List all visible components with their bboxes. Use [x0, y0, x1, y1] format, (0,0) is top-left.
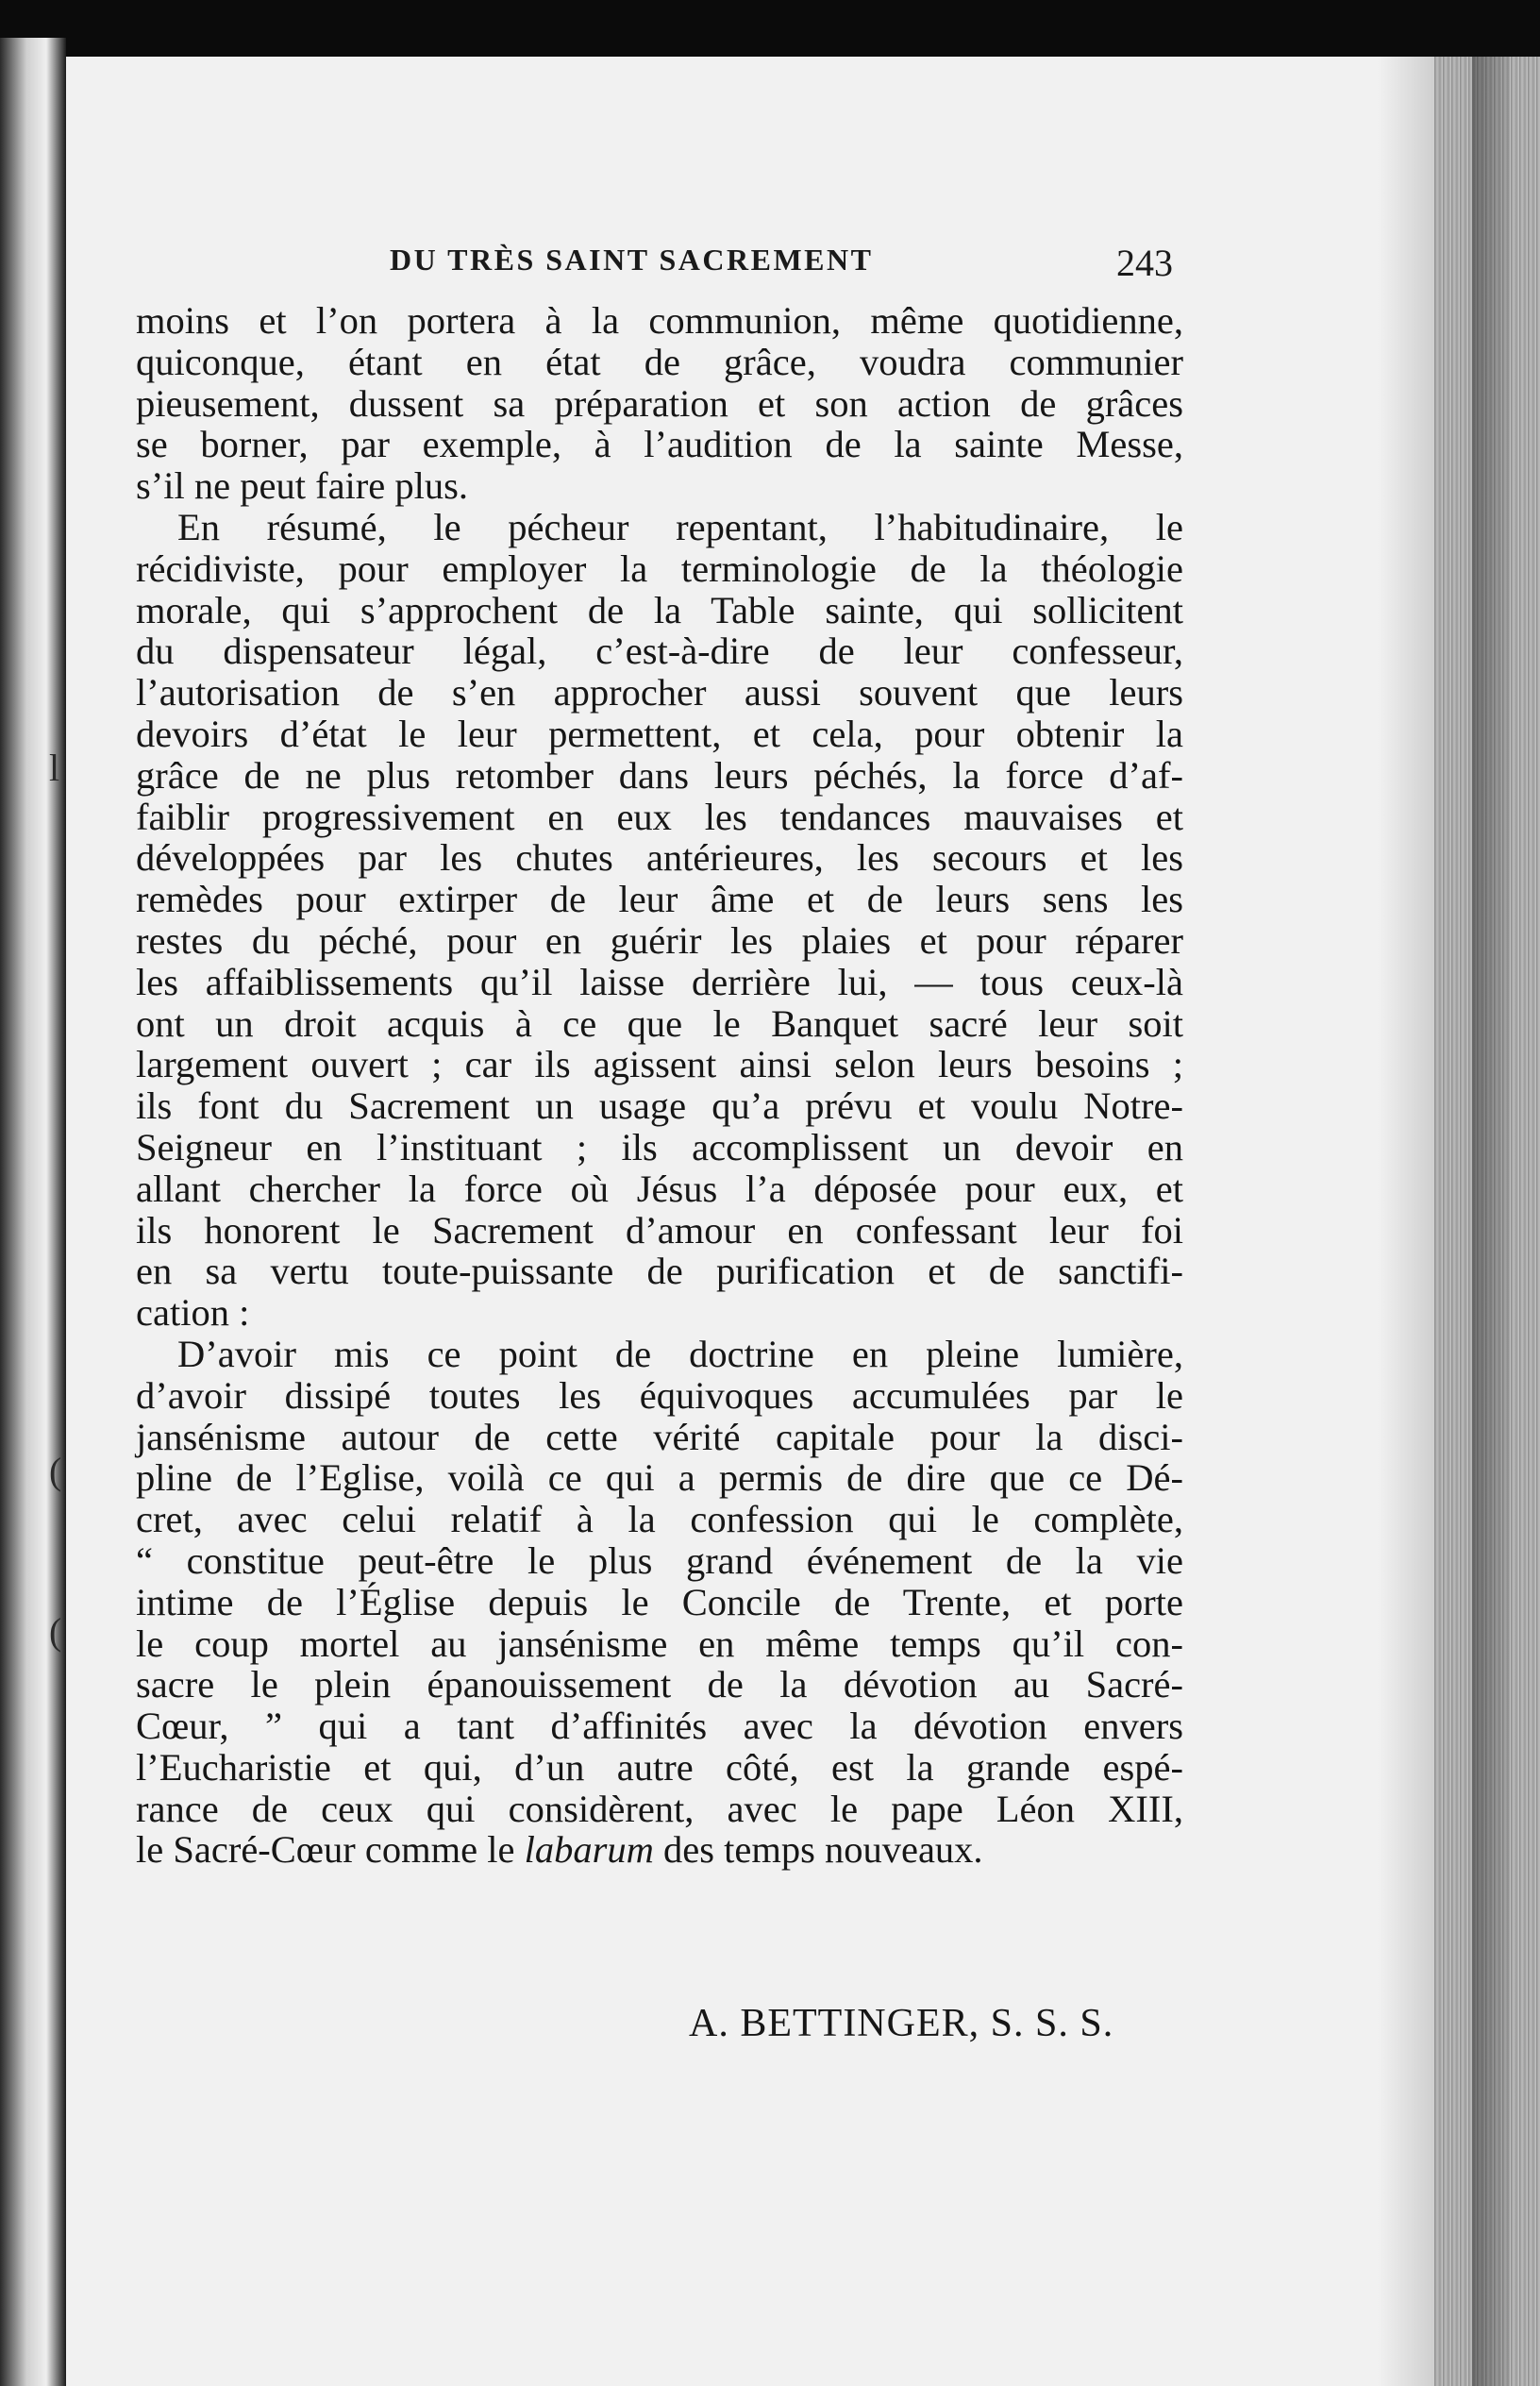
text-line: intime de l’Église depuis le Concile de Trente, et porte — [136, 1580, 1183, 1623]
signature-surname: ETTINGER — [767, 2002, 969, 2045]
text-line: largement ouvert ; car ils agissent ainsi selon leurs besoins ; — [136, 1043, 1183, 1086]
text-line: récidiviste, pour employer la terminologie de la théologie — [136, 546, 1183, 590]
page-header — [390, 239, 1173, 286]
facing-page-edge — [0, 38, 66, 2386]
text-line: D’avoir mis ce point de doctrine en pleine lumière, — [177, 1332, 1183, 1375]
text-line: jansénisme autour de cette vérité capitale pour la disci- — [136, 1415, 1183, 1458]
signature-suffix: , S. S. S. — [968, 2002, 1114, 2045]
text-line: s’il ne peut faire plus. — [136, 464, 469, 508]
text-line: ont un droit acquis à ce que le Banquet sacré leur soit — [136, 1001, 1183, 1045]
text-line: cation : — [136, 1291, 250, 1335]
text-line: ils font du Sacrement un usage qu’a prévu et voulu Notre- — [136, 1084, 1183, 1128]
text-line: l’autorisation de s’en approcher aussi souvent que leurs — [136, 671, 1183, 714]
margin-mark: ( — [49, 1610, 62, 1653]
text-line: d’avoir dissipé toutes les équivoques accumulées par le — [136, 1373, 1183, 1417]
page-gutter-shadow — [1378, 57, 1434, 2386]
paragraph — [136, 1334, 1183, 1871]
text-line: grâce de ne plus retomber dans leurs péchés, la force d’af- — [136, 753, 1183, 797]
page-number: 243 — [1116, 242, 1173, 284]
text-line: ils honorent le Sacrement d’amour en confessant leur foi — [136, 1208, 1183, 1252]
text-line: morale, qui s’approchent de la Table sainte, qui sollicitent — [136, 588, 1183, 631]
text-line: allant chercher la force où Jésus l’a déposée pour eux, et — [136, 1167, 1183, 1210]
author-signature — [689, 2001, 1113, 2046]
margin-mark: l — [49, 747, 60, 789]
text-line: du dispensateur légal, c’est-à-dire de leur confesseur, — [136, 630, 1183, 673]
text-line: En résumé, le pécheur repentant, l’habitudinaire, le — [177, 505, 1183, 548]
running-head: DU TRÈS SAINT SACREMENT — [390, 243, 874, 277]
paragraph — [136, 507, 1183, 1334]
text-line — [136, 1829, 1183, 1871]
text-line: restes du péché, pour en guérir les plaies et pour réparer — [136, 918, 1183, 962]
text-line: devoirs d’état le leur permettent, et cela, pour obtenir la — [136, 712, 1183, 755]
signature-initial: A. B — [689, 2002, 768, 2045]
text-line: moins et l’on portera à la communion, même quotidienne, — [136, 299, 1183, 342]
text-line: “ constitue peut-être le plus grand événement de la vie — [136, 1538, 1183, 1582]
text-line: faiblir progressivement en eux les tendances mauvaises et — [136, 795, 1183, 838]
margin-mark: ( — [49, 1450, 62, 1492]
text-line: quiconque, étant en état de grâce, voudra communier — [136, 340, 1183, 383]
text-line: rance de ceux qui considèrent, avec le pape Léon XIII, — [136, 1787, 1183, 1830]
text-line: pline de l’Eglise, voilà ce qui a permis de dire que ce Dé- — [136, 1456, 1183, 1500]
text-line: développées par les chutes antérieures, les secours et les — [136, 836, 1183, 880]
text-line: remèdes pour extirper de leur âme et de leurs sens les — [136, 878, 1183, 921]
text-line: le coup mortel au jansénisme en même temps qu’il con- — [136, 1621, 1183, 1665]
text-line: l’Eucharistie et qui, d’un autre côté, est la grande espé- — [136, 1745, 1183, 1789]
text-line: Cœur, ” qui a tant d’affinités avec la dévotion envers — [136, 1705, 1183, 1748]
text-line: Seigneur en l’instituant ; ils accomplissent un devoir en — [136, 1125, 1183, 1168]
paragraph — [136, 300, 1183, 507]
fore-edge-shadow — [1472, 57, 1510, 2386]
italic-term: labarum — [524, 1828, 654, 1872]
text-run: des temps nouveaux. — [653, 1828, 983, 1872]
text-line: sacre le plein épanouissement de la dévotion au Sacré- — [136, 1663, 1183, 1706]
text-line: se borner, par exemple, à l’audition de la sainte Messe, — [136, 423, 1183, 466]
text-line: les affaiblissements qu’il laisse derrière lui, — tous ceux-là — [136, 960, 1183, 1003]
text-line: pieusement, dussent sa préparation et son action de grâces — [136, 381, 1183, 425]
text-line: en sa vertu toute-puissante de purification et de sanctifi- — [136, 1250, 1183, 1293]
body-text — [136, 300, 1183, 1871]
text-line: cret, avec celui relatif à la confession qui le complète, — [136, 1498, 1183, 1541]
text-run: le Sacré-Cœur comme le — [136, 1828, 525, 1872]
